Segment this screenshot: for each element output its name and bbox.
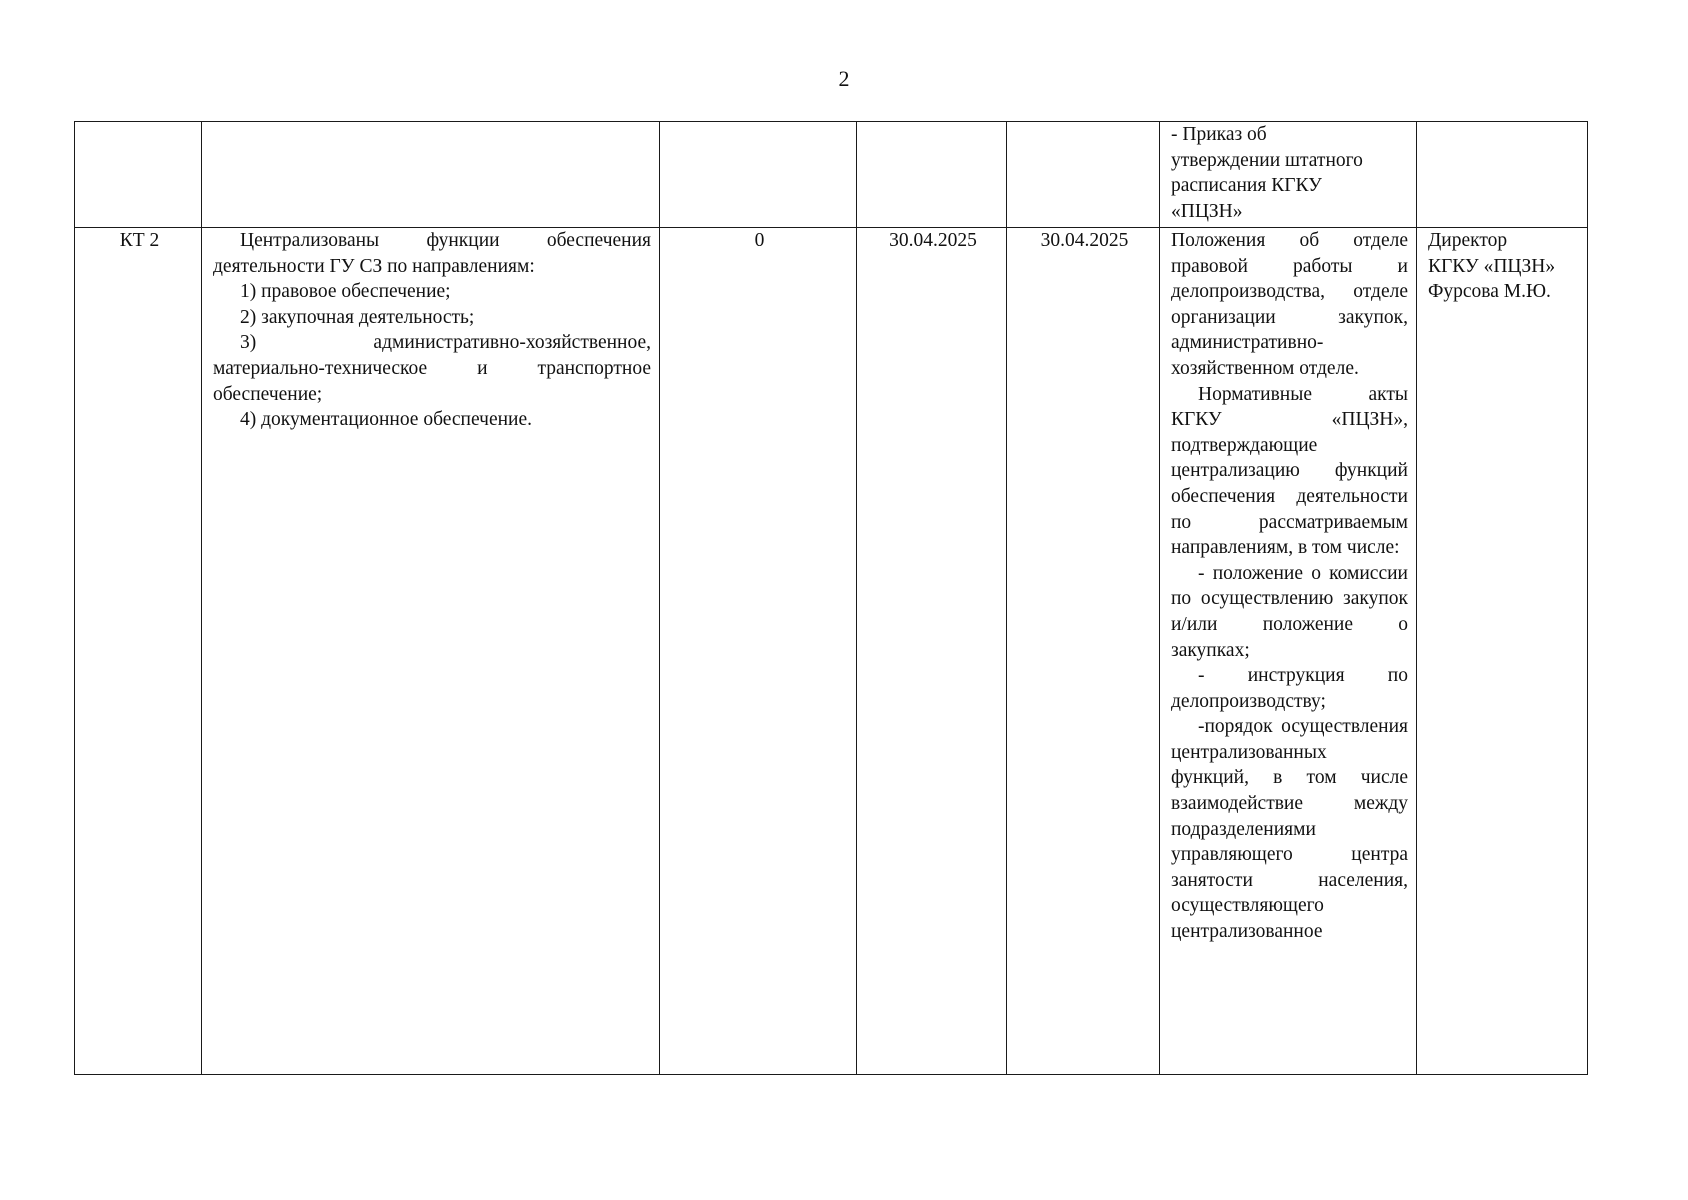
description-intro: Централизованы функции обеспечения деятельности ГУ СЗ по направлениям:	[213, 230, 651, 277]
cell-date-plan: 30.04.2025	[857, 228, 1007, 1075]
evidence-paragraph: - положение о комиссии по осуществлению закупок и/или положение о закупках;	[1171, 562, 1408, 661]
description-item: 3) административно-хозяйственное, материально-техническое и транспортное обеспечение;	[213, 332, 651, 405]
cell-date-fact-empty	[1007, 122, 1160, 228]
plan-table	[74, 121, 1588, 1075]
page-number: 2	[838, 66, 850, 91]
table-row-kt2	[75, 228, 1588, 1075]
description-item: 1) правовое обеспечение;	[240, 281, 451, 303]
cell-evidence	[1160, 228, 1417, 1075]
responsible-line: Фурсова М.Ю.	[1428, 281, 1551, 303]
evidence-paragraph: - инструкция по делопроизводству;	[1171, 665, 1408, 712]
responsible-line: КГКУ «ПЦЗН»	[1428, 255, 1556, 277]
cell-code: КТ 2	[75, 228, 202, 1075]
cell-responsible	[1417, 228, 1588, 1075]
evidence-paragraph: -порядок осуществления централизованных функций, в том числе взаимодействие между подразделениями управляющего центра занятости населения, осуществляющего централизованное	[1171, 716, 1408, 943]
cell-date-plan-empty	[857, 122, 1007, 228]
cell-responsible-empty	[1417, 122, 1588, 228]
responsible-line: Директор	[1428, 230, 1508, 251]
evidence-paragraph: Нормативные акты КГКУ «ПЦЗН», подтверждающие централизацию функций обеспечения деятельности по рассматриваемым направлениям, в том числе:	[1171, 383, 1408, 559]
cell-date-fact: 30.04.2025	[1007, 228, 1160, 1075]
cell-value-empty	[660, 122, 857, 228]
cell-value: 0	[660, 228, 857, 1075]
evidence-line: - Приказ об	[1171, 124, 1267, 145]
evidence-line: утверждении штатного	[1171, 149, 1363, 171]
table-row-continuation	[75, 122, 1588, 228]
description-item: 4) документационное обеспечение.	[240, 409, 533, 431]
evidence-paragraph: Положения об отделе правовой работы и делопроизводства, отделе организации закупок, административно-хозяйственном отделе.	[1171, 230, 1408, 379]
evidence-line: расписания КГКУ	[1171, 175, 1322, 197]
cell-code-empty	[75, 122, 202, 228]
cell-description-empty	[202, 122, 660, 228]
cell-evidence-continuation	[1160, 122, 1417, 228]
cell-description	[202, 228, 660, 1075]
evidence-line: «ПЦЗН»	[1171, 200, 1243, 222]
description-item: 2) закупочная деятельность;	[240, 306, 475, 328]
